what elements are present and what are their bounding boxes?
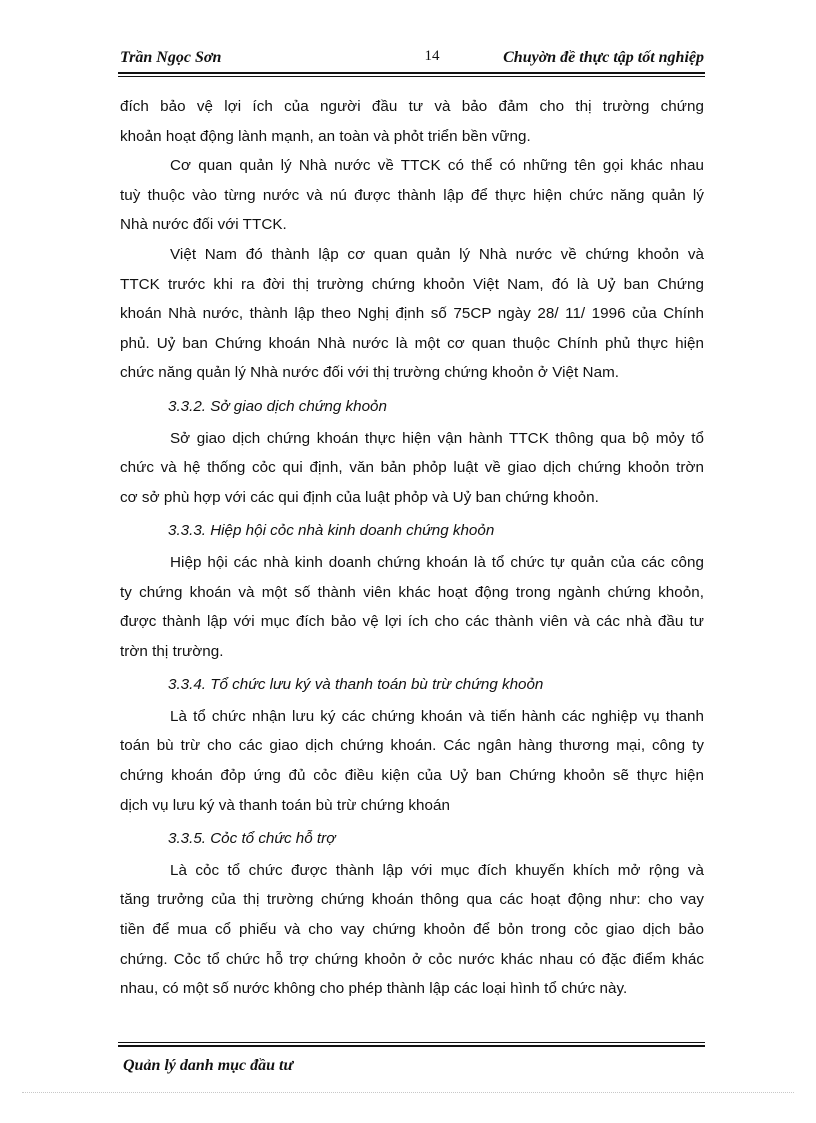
text-line: đích bảo vệ lợi ích của người đầu tư và bảo đảm cho thị trường chứng (120, 98, 704, 115)
text-line: khoán Nhà nước, thành lập theo Nghị định số 75CP ngày 28/ 11/ 1996 của Chính (120, 305, 704, 323)
text-line: Là tổ chức nhận lưu ký các chứng khoán và tiến hành các nghiệp vụ thanh (170, 707, 704, 725)
header-title: Chuyờn đề thực tập tốt nghiệp (503, 49, 704, 66)
text-line: TTCK trước khi ra đời thị trường chứng khoỏn Việt Nam, đó là Uỷ ban Chứng (120, 275, 704, 293)
paragraph-5 (120, 548, 704, 666)
text-line: Cơ quan quản lý Nhà nước về TTCK có thể có những tên gọi khác nhau (170, 157, 704, 175)
text-line: toán bù trừ cho các giao dịch chứng khoán. Các ngân hàng thương mại, công ty (120, 737, 704, 755)
section-heading-3-3-2: 3.3.2. Sở giao dịch chứng khoỏn (168, 397, 387, 415)
text-line: Nhà nước đối với TTCK. (120, 216, 287, 234)
text-line: phủ. Uỷ ban Chứng khoán Nhà nước là một cơ quan thuộc Chính phủ thực hiện (120, 334, 704, 352)
section-heading-3-3-4: 3.3.4. Tổ chức lưu ký và thanh toán bù trừ chứng khoỏn (168, 676, 544, 694)
paragraph-6 (120, 702, 704, 820)
footer-rule-thick (118, 1045, 705, 1047)
page-header (120, 47, 704, 71)
text-line: chứng khoán đỏp ứng đủ cỏc điều kiện của Uỷ ban Chứng khoỏn sẽ thực hiện (120, 767, 704, 785)
text-line: chức năng quản lý Nhà nước đối với thị trường chứng khoỏn ở Việt Nam. (120, 364, 620, 382)
text-line: dịch vụ lưu ký và thanh toán bù trừ chứng khoán (120, 796, 451, 814)
paragraph-4 (120, 424, 704, 513)
text-line: khoản hoạt động lành mạnh, an toàn và phỏt triển bền vững. (120, 127, 531, 145)
section-heading-3-3-5: 3.3.5. Cỏc tổ chức hỗ trợ (168, 830, 336, 848)
text-line: chức và hệ thống cỏc qui định, văn bản phỏp luật về giao dịch chứng khoỏn trờn (120, 459, 704, 477)
text-line: ty chứng khoán và một số thành viên khác hoạt động trong ngành chứng khoỏn, (120, 583, 704, 601)
text-line: tuỳ thuộc vào từng nước và nú được thành lập để thực hiện chức năng quản lý (120, 186, 704, 204)
footer-text: Quản lý danh mục đầu tư (123, 1057, 294, 1074)
section-heading-3-3-3: 3.3.3. Hiệp hội cỏc nhà kinh doanh chứng khoỏn (168, 522, 495, 540)
text-line: Sở giao dịch chứng khoán thực hiện vận hành TTCK thông qua bộ mỏy tổ (170, 429, 704, 447)
paragraph-3 (120, 240, 704, 388)
page-bottom-dotted-line (22, 1092, 794, 1093)
text-line: Hiệp hội các nhà kinh doanh chứng khoán là tổ chức tự quản của các công (170, 553, 704, 571)
text-line: cơ sở phù hợp với các qui định của luật phỏp và Uỷ ban chứng khoỏn. (120, 488, 599, 506)
header-rule-thick (118, 72, 705, 74)
text-line: trờn thị trường. (120, 642, 224, 660)
footer-rule-thin (118, 1042, 705, 1043)
text-line: tăng trưởng của thị trường chứng khoán thông qua các hoạt động như: cho vay (120, 891, 704, 909)
paragraph-1 (120, 92, 704, 151)
text-line: được thành lập với mục đích bảo vệ lợi ích cho các thành viên và các nhà đầu tư (120, 613, 704, 631)
header-rule-thin (118, 76, 705, 77)
header-author: Trần Ngọc Sơn (120, 49, 222, 66)
page-number: 14 (424, 48, 440, 64)
text-line: Việt Nam đó thành lập cơ quan quản lý Nhà nước về chứng khoỏn và (170, 245, 704, 263)
paragraph-2 (120, 151, 704, 240)
text-line: Là cỏc tổ chức được thành lập với mục đích khuyến khích mở rộng và (170, 861, 704, 879)
page-body (120, 92, 704, 1004)
text-line: nhau, có một số nước không cho phép thành lập các loại hình tổ chức này. (120, 980, 628, 998)
text-line: tiền để mua cổ phiếu và cho vay chứng khoỏn để bỏn trong cỏc giao dịch bảo (120, 921, 704, 939)
paragraph-7 (120, 856, 704, 1004)
text-line: chứng. Cỏc tổ chức hỗ trợ chứng khoỏn ở cỏc nước khác nhau có đặc điểm khác (120, 950, 704, 968)
